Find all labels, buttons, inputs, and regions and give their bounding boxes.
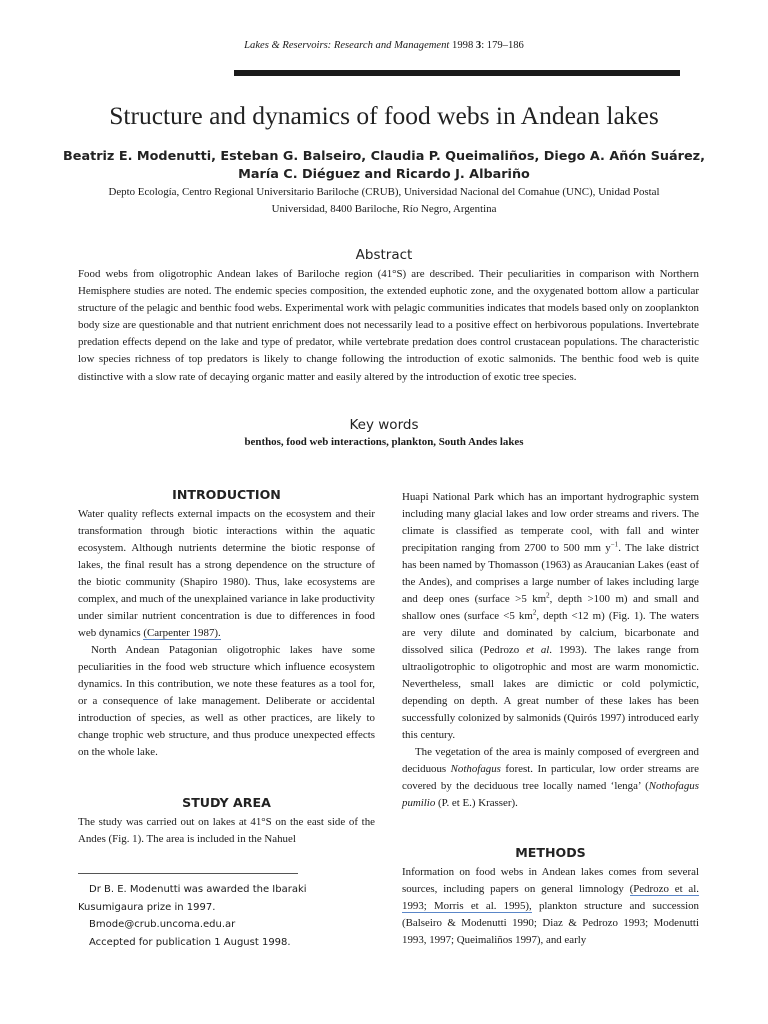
intro-paragraph-2: North Andean Patagonian oligotrophic lakes have some peculiarities in the food web structure which influence ecosystem dynamics. In this contribution, we note these features as a tool for, or a consequence of lake management. Deliberate or accidental introduction of species, as well as other practices, are likely to change trophic web structure, and thus produce unexpected effects on the whole lake. xyxy=(78,644,375,758)
introduction-body xyxy=(78,506,375,761)
study-p2-text-d: , depth <12 m) (Fig. 1). The waters are very dilute and dominated by calcium, bicarbonate and dissolved silica (Pedrozo xyxy=(402,610,700,656)
methods-body xyxy=(402,864,699,949)
footnote-rule xyxy=(78,873,298,874)
genus-name: Nothofagus xyxy=(450,763,501,775)
intro-p1-text: Water quality reflects external impacts on the ecosystem and their transformation through biotic interactions within the aquatic ecosystem. Although nutrients determine the biotic response of lakes, the final result has a strong dependence on the structure of the biotic community (Shapiro 1980). Thus, lake ecosystems are complex, and much of the unexplained variance in lake productivity under similar nutrient concentration is due to differences in food web dynamics xyxy=(78,508,375,639)
species-name: Nothofagus pumilio xyxy=(402,780,699,809)
header-rule xyxy=(234,70,680,76)
footnotes xyxy=(78,881,375,951)
study-p3-text-a: The vegetation of the area is mainly composed of evergreen and deciduous xyxy=(402,746,699,775)
study-paragraph-3 xyxy=(402,744,699,812)
methods-heading: METHODS xyxy=(515,845,586,860)
study-p2-text-b: . The lake district has been named by Thomasson (1963) as Araucanian Lakes (east of the Andes), and comprises a large number of lakes including large and deep ones (surface >5 km xyxy=(402,542,700,605)
keywords-text: benthos, food web interactions, plankton, South Andes lakes xyxy=(244,436,524,448)
et-al: et al xyxy=(526,644,550,656)
author-line-2: María C. Diéguez and Ricardo J. Albariño xyxy=(238,167,530,182)
affiliation xyxy=(80,184,688,218)
running-header xyxy=(0,40,768,51)
methods-p1-text-b: plankton structure and succession (Balseiro & Modenutti 1990; Diaz & Pedrozo 1993; Modenutti 1993, 1997; Queimaliños 1997), and early xyxy=(402,900,700,946)
study-p2-text-c: , depth >100 m) and small and shallow ones (surface <5 km xyxy=(402,593,699,622)
study-area-heading: STUDY AREA xyxy=(182,795,271,810)
superscript: 2 xyxy=(546,591,550,600)
study-p3-text-b: forest. In particular, low order streams are covered by the deciduous tree locally named ‘lenga’ ( xyxy=(402,763,699,792)
footnote-email: Bmode@crub.uncoma.edu.ar xyxy=(89,919,236,931)
author-list xyxy=(60,148,708,184)
journal-year: 1998 xyxy=(452,40,474,51)
study-paragraph-1: The study was carried out on lakes at 41°S on the east side of the Andes (Fig. 1). The area is included in the Nahuel xyxy=(78,816,375,845)
abstract-text: Food webs from oligotrophic Andean lakes of Bariloche region (41°S) are described. Their peculiarities in comparison with Northern Hemisphere studies are noted. The endemic species composition, the extended euphotic zone, and the oxygenated bottom allow a particular structure of the pelagic and benthic food webs. Experimental work with pelagic communities indicates that models based only on zooplankton body size are questionable and that nutrient enrichment does not necessarily lead to a positive effect on herbivorous populations. Invertebrate predation effects depend on the lake and type of predator, while vertebrate predation does control crustacean populations. The characteristic low species richness of top predators is likely to change following the introduction of exotic salmonids. The benthic food web is quite distinctive with a slow rate of decaying organic matter and easily altered by the introduction of exotic tree species. xyxy=(78,268,699,383)
journal-volume: 3 xyxy=(475,40,482,51)
citation-link-carpenter[interactable]: (Carpenter 1987). xyxy=(143,627,221,639)
footnote-accepted: Accepted for publication 1 August 1998. xyxy=(89,936,291,948)
abstract-heading: Abstract xyxy=(355,247,413,263)
study-area-continued xyxy=(402,489,699,812)
methods-paragraph-1 xyxy=(402,864,699,949)
intro-paragraph-1 xyxy=(78,506,375,642)
affiliation-line-2: Universidad, 8400 Bariloche, Río Negro, Argentina xyxy=(271,203,497,215)
study-paragraph-2 xyxy=(402,489,699,744)
keywords-heading: Key words xyxy=(349,417,419,433)
journal-name: Lakes & Reservoirs: Research and Management xyxy=(244,40,450,51)
citation-link-pedrozo-morris[interactable]: (Pedrozo et al. 1993; Morris et al. 1995), xyxy=(402,883,699,912)
study-p2-text-e: . 1993). The lakes range from ultraoligotrophic to oligotrophic and most are warm monomictic. Nevertheless, small lakes are dimictic or cold polymictic, depending on depth. A great number of these lakes has been successfully colonized by salmonids (Quirós 1997) introduced early this century. xyxy=(402,644,700,741)
author-line-1: Beatriz E. Modenutti, Esteban G. Balseiro, Claudia P. Queimaliños, Diego A. Añón Suárez, xyxy=(63,149,705,164)
superscript: −1 xyxy=(610,540,619,549)
footnote-award: Dr B. E. Modenutti was awarded the Ibaraki Kusumigaura prize in 1997. xyxy=(78,884,307,913)
journal-pages: : 179–186 xyxy=(481,40,524,51)
paper-title: Structure and dynamics of food webs in Andean lakes xyxy=(109,101,659,130)
superscript: 2 xyxy=(532,608,537,617)
study-p2-text-a: Huapi National Park which has an important hydrographic system including many glacial lakes and low order streams and rivers. The climate is classified as temperate cool, with fall and winter precipitation ranging from 2700 to 500 mm y xyxy=(402,491,699,554)
affiliation-line-1: Depto Ecología, Centro Regional Universitario Bariloche (CRUB), Universidad Nacional del Comahue (UNC), Unidad Postal xyxy=(108,186,660,198)
introduction-heading: INTRODUCTION xyxy=(172,487,281,502)
study-area-body xyxy=(78,814,375,848)
methods-p1-text-a: Information on food webs in Andean lakes comes from several sources, including papers on general limnology xyxy=(402,866,699,895)
study-p3-text-c: (P. et E.) Krasser). xyxy=(435,797,518,809)
